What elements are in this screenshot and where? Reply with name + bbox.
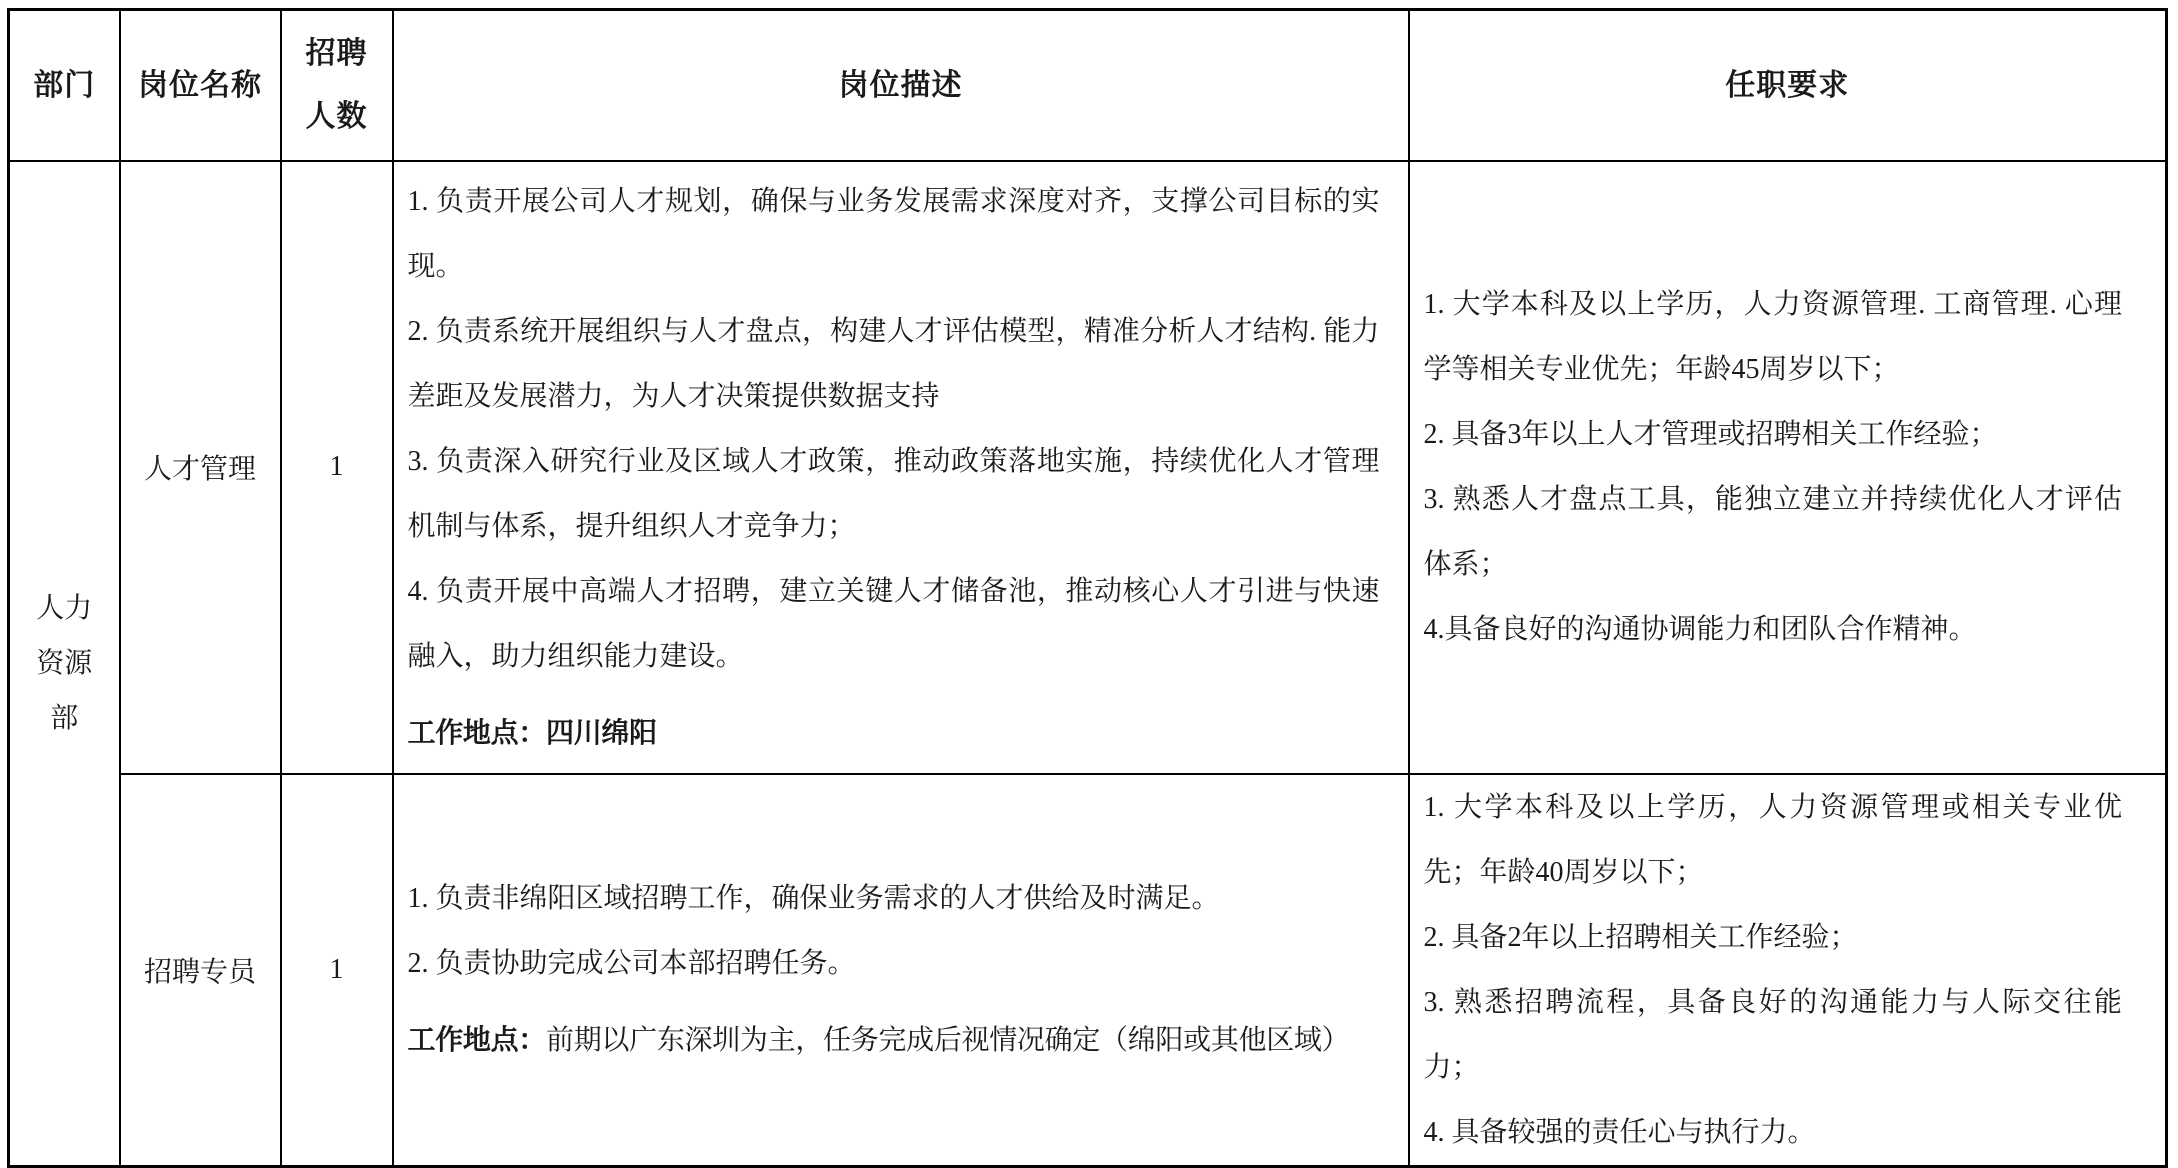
job-requirements-cell	[1409, 161, 2167, 774]
job-requirement-line: 2. 具备3年以上人才管理或招聘相关工作经验；	[1423, 419, 1998, 450]
header-job-description: 岗位描述	[393, 10, 1409, 161]
job-requirement-line: 1. 大学本科及以上学历，人力资源管理或相关专业优先；年龄40周岁以下；	[1423, 791, 2122, 888]
job-requirement-line: 3. 熟悉人才盘点工具，能独立建立并持续优化人才评估体系；	[1423, 484, 2122, 580]
header-headcount: 招聘人数	[281, 10, 393, 161]
job-description-list	[408, 866, 1380, 996]
header-job-requirements: 任职要求	[1409, 10, 2167, 161]
job-requirement-line: 3. 熟悉招聘流程，具备良好的沟通能力与人际交往能力；	[1423, 986, 2122, 1083]
job-description-line: 2. 负责协助完成公司本部招聘任务。	[407, 948, 856, 979]
work-location-label: 工作地点：	[407, 1025, 547, 1056]
job-description-line: 1. 负责开展公司人才规划，确保与业务发展需求深度对齐，支撑公司目标的实现。	[407, 185, 1380, 282]
headcount-cell: 1	[281, 774, 393, 1167]
work-location-line	[408, 1008, 1380, 1073]
header-row	[9, 10, 2167, 161]
department-cell	[9, 161, 120, 1167]
job-requirements-list	[1424, 272, 2123, 662]
job-requirements-list	[1424, 775, 2123, 1165]
headcount-cell: 1	[281, 161, 393, 774]
table-row-talent-management	[9, 161, 2167, 774]
job-description-line: 4. 负责开展中高端人才招聘，建立关键人才储备池，推动核心人才引进与快速融入，助力组织能力建设。	[407, 575, 1380, 672]
job-requirement-line: 1. 大学本科及以上学历，人力资源管理. 工商管理. 心理学等相关专业优先；年龄45周岁以下；	[1423, 289, 2122, 385]
job-description-cell	[393, 774, 1409, 1167]
job-description-list	[408, 169, 1380, 689]
job-requirements-cell	[1409, 774, 2167, 1167]
job-requirement-line: 2. 具备2年以上招聘相关工作经验；	[1423, 921, 1858, 953]
job-description-cell	[393, 161, 1409, 774]
job-requirement-line: 4. 具备较强的责任心与执行力。	[1423, 1116, 1816, 1148]
position-name-cell: 人才管理	[120, 161, 281, 774]
job-description-line: 3. 负责深入研究行业及区域人才政策，推动政策落地实施，持续优化人才管理机制与体系，提升组织人才竞争力；	[407, 445, 1380, 542]
job-description-line: 1. 负责非绵阳区域招聘工作，确保业务需求的人才供给及时满足。	[407, 883, 1220, 914]
work-location-line	[408, 701, 1380, 766]
recruitment-table	[7, 8, 2168, 1168]
department-name: 人力资源部	[36, 592, 93, 734]
job-description-line: 2. 负责系统开展组织与人才盘点，构建人才评估模型，精准分析人才结构. 能力差距及发展潜力，为人才决策提供数据支持	[407, 315, 1380, 412]
position-name-cell: 招聘专员	[120, 774, 281, 1167]
work-location-value: 四川绵阳	[546, 717, 657, 749]
work-location-label: 工作地点：	[407, 717, 547, 749]
header-department: 部门	[9, 10, 120, 161]
job-requirement-line: 4.具备良好的沟通协调能力和团队合作精神。	[1423, 614, 1977, 645]
table-row-recruitment-specialist	[9, 774, 2167, 1167]
work-location-value: 前期以广东深圳为主，任务完成后视情况确定（绵阳或其他区域）	[546, 1025, 1350, 1056]
header-position-name: 岗位名称	[120, 10, 281, 161]
